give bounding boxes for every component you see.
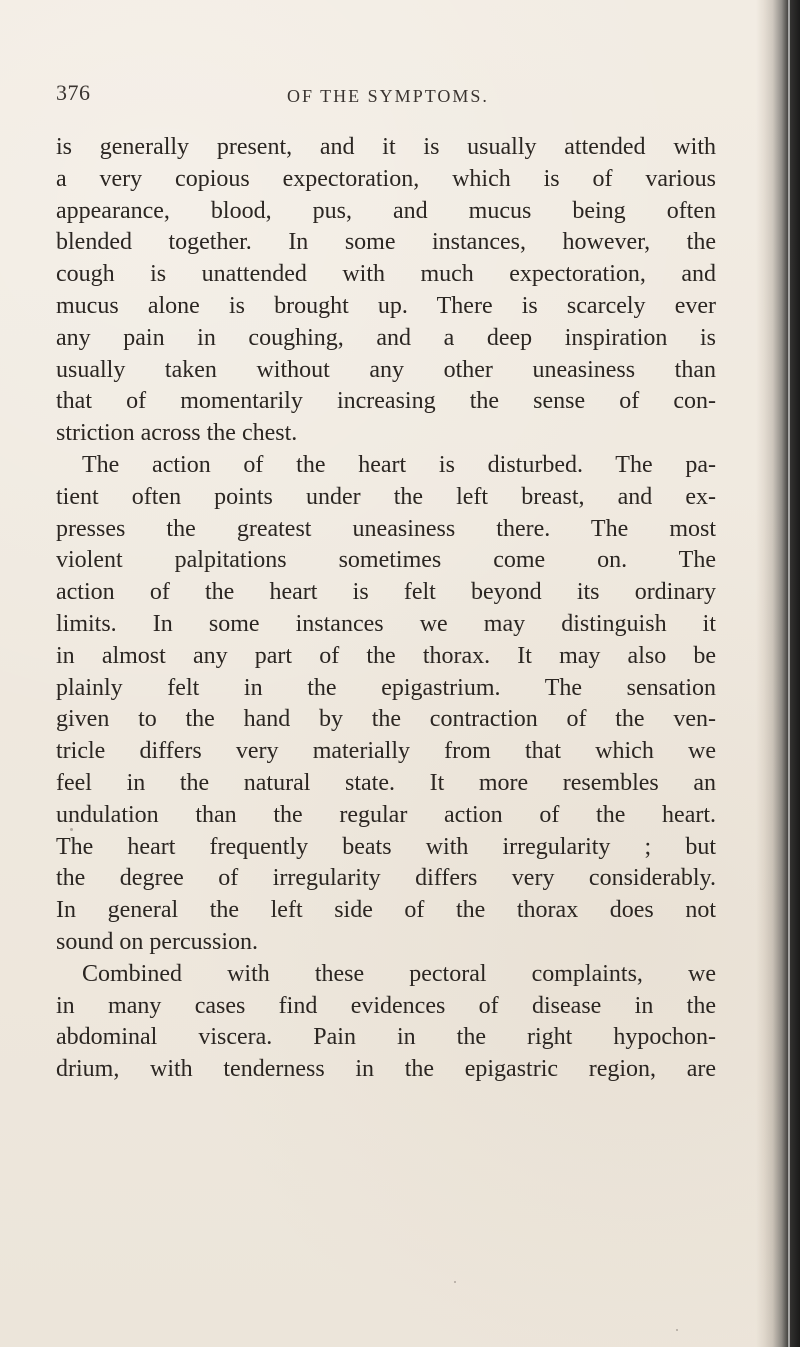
paper-speck xyxy=(70,828,73,831)
text-line-6: mucus alone is brought up. There is scarcely ever xyxy=(56,292,716,319)
text-line-29: abdominal viscera. Pain in the right hypochon- xyxy=(56,1024,716,1051)
text-line-2: a very copious expectoration, which is of various xyxy=(56,165,716,192)
running-head: OF THE SYMPTOMS. xyxy=(287,86,489,106)
paper-speck xyxy=(454,1281,456,1283)
body-text xyxy=(56,132,716,1086)
text-line-10: striction across the chest. xyxy=(56,420,298,447)
text-line-16: limits. In some instances we may distinguish it xyxy=(56,610,716,637)
page-edge-line xyxy=(788,0,790,1347)
text-line-20: tricle differs very materially from that which we xyxy=(56,738,716,765)
paper-speck xyxy=(676,1329,678,1331)
text-line-18: plainly felt in the epigastrium. The sensation xyxy=(56,674,716,701)
text-line-17: in almost any part of the thorax. It may also be xyxy=(56,642,716,669)
text-line-13: presses the greatest uneasiness there. The most xyxy=(56,515,716,542)
text-line-23: The heart frequently beats with irregularity ; but xyxy=(56,833,716,860)
text-line-1: is generally present, and it is usually attended with xyxy=(56,134,716,160)
text-line-3: appearance, blood, pus, and mucus being often xyxy=(56,197,716,224)
text-line-19: given to the hand by the contraction of the ven- xyxy=(56,706,716,733)
text-line-28: in many cases find evidences of disease in the xyxy=(56,992,716,1019)
text-line-27: Combined with these pectoral complaints, we xyxy=(82,960,716,987)
text-line-24: the degree of irregularity differs very considerably. xyxy=(56,865,716,892)
text-line-22: undulation than the regular action of the heart. xyxy=(56,801,716,828)
text-line-21: feel in the natural state. It more resembles an xyxy=(56,769,716,796)
text-line-7: any pain in coughing, and a deep inspiration is xyxy=(56,324,716,351)
text-line-11: The action of the heart is disturbed. The pa- xyxy=(82,451,716,478)
page-number: 376 xyxy=(56,80,91,105)
text-line-25: In general the left side of the thorax does not xyxy=(56,897,716,924)
text-line-4: blended together. In some instances, however, the xyxy=(56,229,716,256)
text-line-15: action of the heart is felt beyond its ordinary xyxy=(56,579,716,606)
page-edge-shadow xyxy=(756,0,800,1347)
text-line-14: violent palpitations sometimes come on. The xyxy=(56,547,716,574)
text-line-8: usually taken without any other uneasiness than xyxy=(56,356,716,383)
text-line-5: cough is unattended with much expectoration, and xyxy=(56,261,716,288)
text-line-26: sound on percussion. xyxy=(56,928,258,955)
text-line-9: that of momentarily increasing the sense of con- xyxy=(56,388,716,415)
text-line-12: tient often points under the left breast, and ex- xyxy=(56,483,716,510)
text-line-30: drium, with tenderness in the epigastric region, are xyxy=(56,1056,716,1083)
